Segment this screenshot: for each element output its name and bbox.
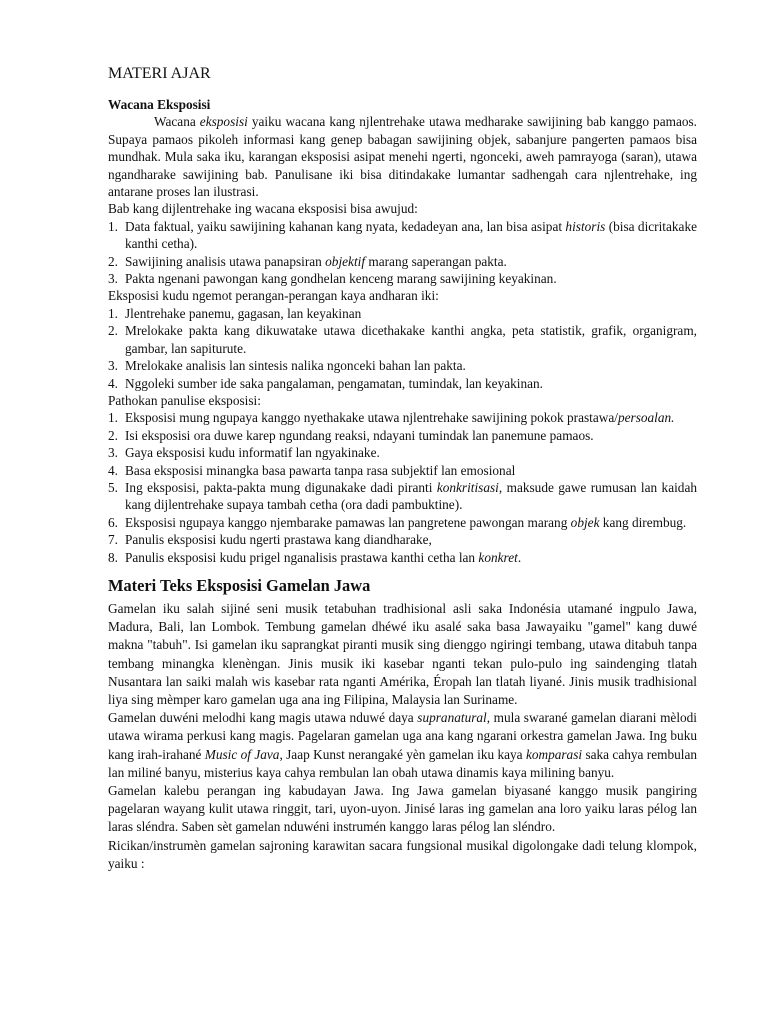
- paragraph-text: Wacana: [154, 114, 200, 130]
- list-item: [108, 479, 697, 514]
- list-text: Jlentrehake panemu, gagasan, lan keyakinan: [125, 305, 362, 321]
- list-item: [108, 514, 697, 531]
- list-text: Mrelokake pakta kang dikuwatake utawa dicethakake kanthi angka, peta statistik, grafik, organigram, gambar, lan sapiturute.: [125, 323, 697, 356]
- list-text: Mrelokake analisis lan sintesis nalika ngonceki bahan lan pakta.: [125, 358, 466, 374]
- list-number: 4.: [108, 375, 118, 391]
- italic-term: eksposisi: [199, 114, 248, 130]
- italic-term: objek: [570, 514, 600, 530]
- paragraph-text: yaiku wacana kang njlentrehake utawa medharake sawijining bab kanggo pamaos. Supaya pamaos pikoleh informasi kang genep babagan sawijining objek, sabanjure pangerten pamaos bisa mundhak. Mula saka iku, karangan eksposisi asipat menehi ngerti, ngonceki, aweh pamrayoga (saran), utawa ngandharake sawijining bab. Panulisane iki bisa ditindakake lumantar sadhengah cara njlentrehake, ing antarane proses lan ilustrasi.: [108, 114, 697, 200]
- list-number: 2.: [108, 253, 118, 269]
- intro-paragraph: [108, 113, 697, 200]
- gamelan-paragraph-3: Gamelan kalebu perangan ing kabudayan Jawa. Ing Jawa gamelan biyasané kanggo musik pangiring pagelaran wayang kulit utawa ringgit, tari, uyon-uyon. Jinisé laras ing gamelan ana loro yaiku laras pélog lan laras sléndra. Saben sèt gamelan nduwéni instrumén kanggo laras pélog lan sléndro.: [108, 783, 697, 835]
- italic-term: objektif: [325, 253, 366, 269]
- list-text: Isi eksposisi ora duwe karep ngundang reaksi, ndayani tumindak lan panemune pamaos.: [125, 427, 594, 443]
- list-item: [108, 253, 697, 270]
- paragraph-text: Gamelan duwéni melodhi kang magis utawa nduwé daya: [108, 710, 418, 726]
- list-text: (bisa dicritakake kanthi cetha).: [125, 218, 697, 252]
- list-text: Ing eksposisi, pakta-pakta mung digunakake dadi piranti: [125, 479, 437, 495]
- list-text: Gaya eksposisi kudu informatif lan ngyakinake.: [125, 445, 380, 461]
- paragraph-text: , mula swarané gamelan diarani mèlodi utawa wirama perkusi kang magis. Pagelaran gamelan uga ana kang ngarani orkestra gamelan Jawa. Ing buku kang irah-irahané: [108, 710, 697, 762]
- list-number: 3.: [108, 445, 118, 461]
- rules-list: [108, 409, 697, 566]
- list-text: Nggoleki sumber ide saka pangalaman, pengamatan, tumindak, lan keyakinan.: [125, 375, 543, 391]
- list-text: Panulis eksposisi kudu ngerti prastawa kang diandharake,: [125, 532, 432, 548]
- list-intro: Bab kang dijlentrehake ing wacana eksposisi bisa awujud:: [108, 201, 418, 217]
- gamelan-paragraph-2: [108, 709, 697, 782]
- list-number: 8.: [108, 549, 118, 565]
- section-subtitle: Wacana Eksposisi: [108, 97, 211, 112]
- list-text: Basa eksposisi minangka basa pawarta tanpa rasa subjektif lan emosional: [125, 462, 516, 478]
- list-number: 1.: [108, 410, 118, 426]
- list-text: marang saperangan pakta.: [365, 253, 507, 269]
- list-number: 3.: [108, 358, 118, 374]
- list-item: [108, 462, 697, 479]
- italic-term: supranatural: [417, 710, 487, 726]
- list-number: 3.: [108, 271, 118, 287]
- italic-term: persoalan.: [617, 410, 675, 426]
- italic-term: historis: [565, 218, 606, 234]
- italic-term: konkret: [478, 549, 518, 565]
- list-text: Eksposisi ngupaya kanggo njembarake pamawas lan pangretene pawongan marang: [125, 514, 571, 530]
- list-text: Pakta ngenani pawongan kang gondhelan kenceng marang sawijining keyakinan.: [125, 271, 557, 287]
- paragraph-text: saka cahya rembulan lan miliné banyu, misterius kaya cahya rembulan lan obah utawa dinamis kaya milining banyu.: [108, 746, 697, 780]
- list-text: Sawijining analisis utawa panapsiran: [125, 253, 326, 269]
- list-number: 1.: [108, 305, 118, 321]
- list-number: 1.: [108, 218, 118, 234]
- component-list: [108, 305, 697, 392]
- list-text: Data faktual, yaiku sawijining kahanan kang nyata, kedadeyan ana, lan bisa asipat: [125, 218, 566, 234]
- list-intro: Eksposisi kudu ngemot perangan-perangan kaya andharan iki:: [108, 288, 439, 304]
- list-item: [108, 357, 697, 374]
- page-title: MATERI AJAR: [108, 65, 211, 82]
- list-item: [108, 549, 697, 566]
- list-number: 7.: [108, 532, 118, 548]
- italic-term: Music of Java: [204, 746, 280, 762]
- italic-term: komparasi: [525, 746, 583, 762]
- list-item: [108, 444, 697, 461]
- gamelan-paragraph-4: Ricikan/instrumèn gamelan sajroning karawitan sacara fungsional musikal digolongake dadi telung klompok, yaiku :: [108, 837, 697, 871]
- list-number: 2.: [108, 323, 118, 339]
- italic-term: konkritisasi: [436, 479, 499, 495]
- list-number: 2.: [108, 427, 118, 443]
- list-intro: Pathokan panulise eksposisi:: [108, 392, 261, 408]
- section-heading: Materi Teks Eksposisi Gamelan Jawa: [108, 575, 371, 595]
- list-text: .: [517, 549, 522, 565]
- list-item: [108, 531, 697, 548]
- list-item: [108, 270, 697, 287]
- form-list: [108, 218, 697, 288]
- list-item: [108, 375, 697, 392]
- list-number: 6.: [108, 514, 118, 530]
- paragraph-text: , Jaap Kunst nerangaké yèn gamelan iku kaya: [279, 746, 526, 762]
- list-number: 5.: [108, 479, 118, 495]
- list-text: Panulis eksposisi kudu prigel nganalisis prastawa kanthi cetha lan: [125, 549, 479, 565]
- list-text: Eksposisi mung ngupaya kanggo nyethakake utawa njlentrehake sawijining pokok prastawa/: [125, 410, 618, 426]
- list-number: 4.: [108, 462, 118, 478]
- list-item: [108, 427, 697, 444]
- document-page: [108, 60, 697, 873]
- list-item: [108, 218, 697, 253]
- list-item: [108, 322, 697, 357]
- list-text: , maksude gawe rumusan lan kaidah kang dijlentrehake supaya tambah cetha (ora dadi pambuktine).: [125, 479, 697, 513]
- gamelan-paragraph-1: Gamelan iku salah sijiné seni musik tetabuhan tradhisional asli saka Indonésia utamané ingpulo Jawa, Madura, Bali, lan Lombok. Tembung gamelan dhéwé iku asalé saka basa Jawayaiku "gamel" kang duwé makna "tabuh". Isi gamelan iku saprangkat piranti musik sing dienggo ngiringi tembang, utawa ditabuh tanpa tembang minangka klenèngan. Jinis musik iki kasebar nganti tekan pulo-pulo ing saindenging tlatah Nusantara lan saiki malah wis kasebar rata nganti Amérika, Éropah lan tlatah liyané. Jinis musik tradhisional liya sing mèmper karo gamelan uga ana ing Filipina, Malaysia lan Suriname.: [108, 600, 697, 707]
- list-text: kang dirembug.: [599, 514, 687, 530]
- list-item: [108, 409, 697, 426]
- list-item: [108, 305, 697, 322]
